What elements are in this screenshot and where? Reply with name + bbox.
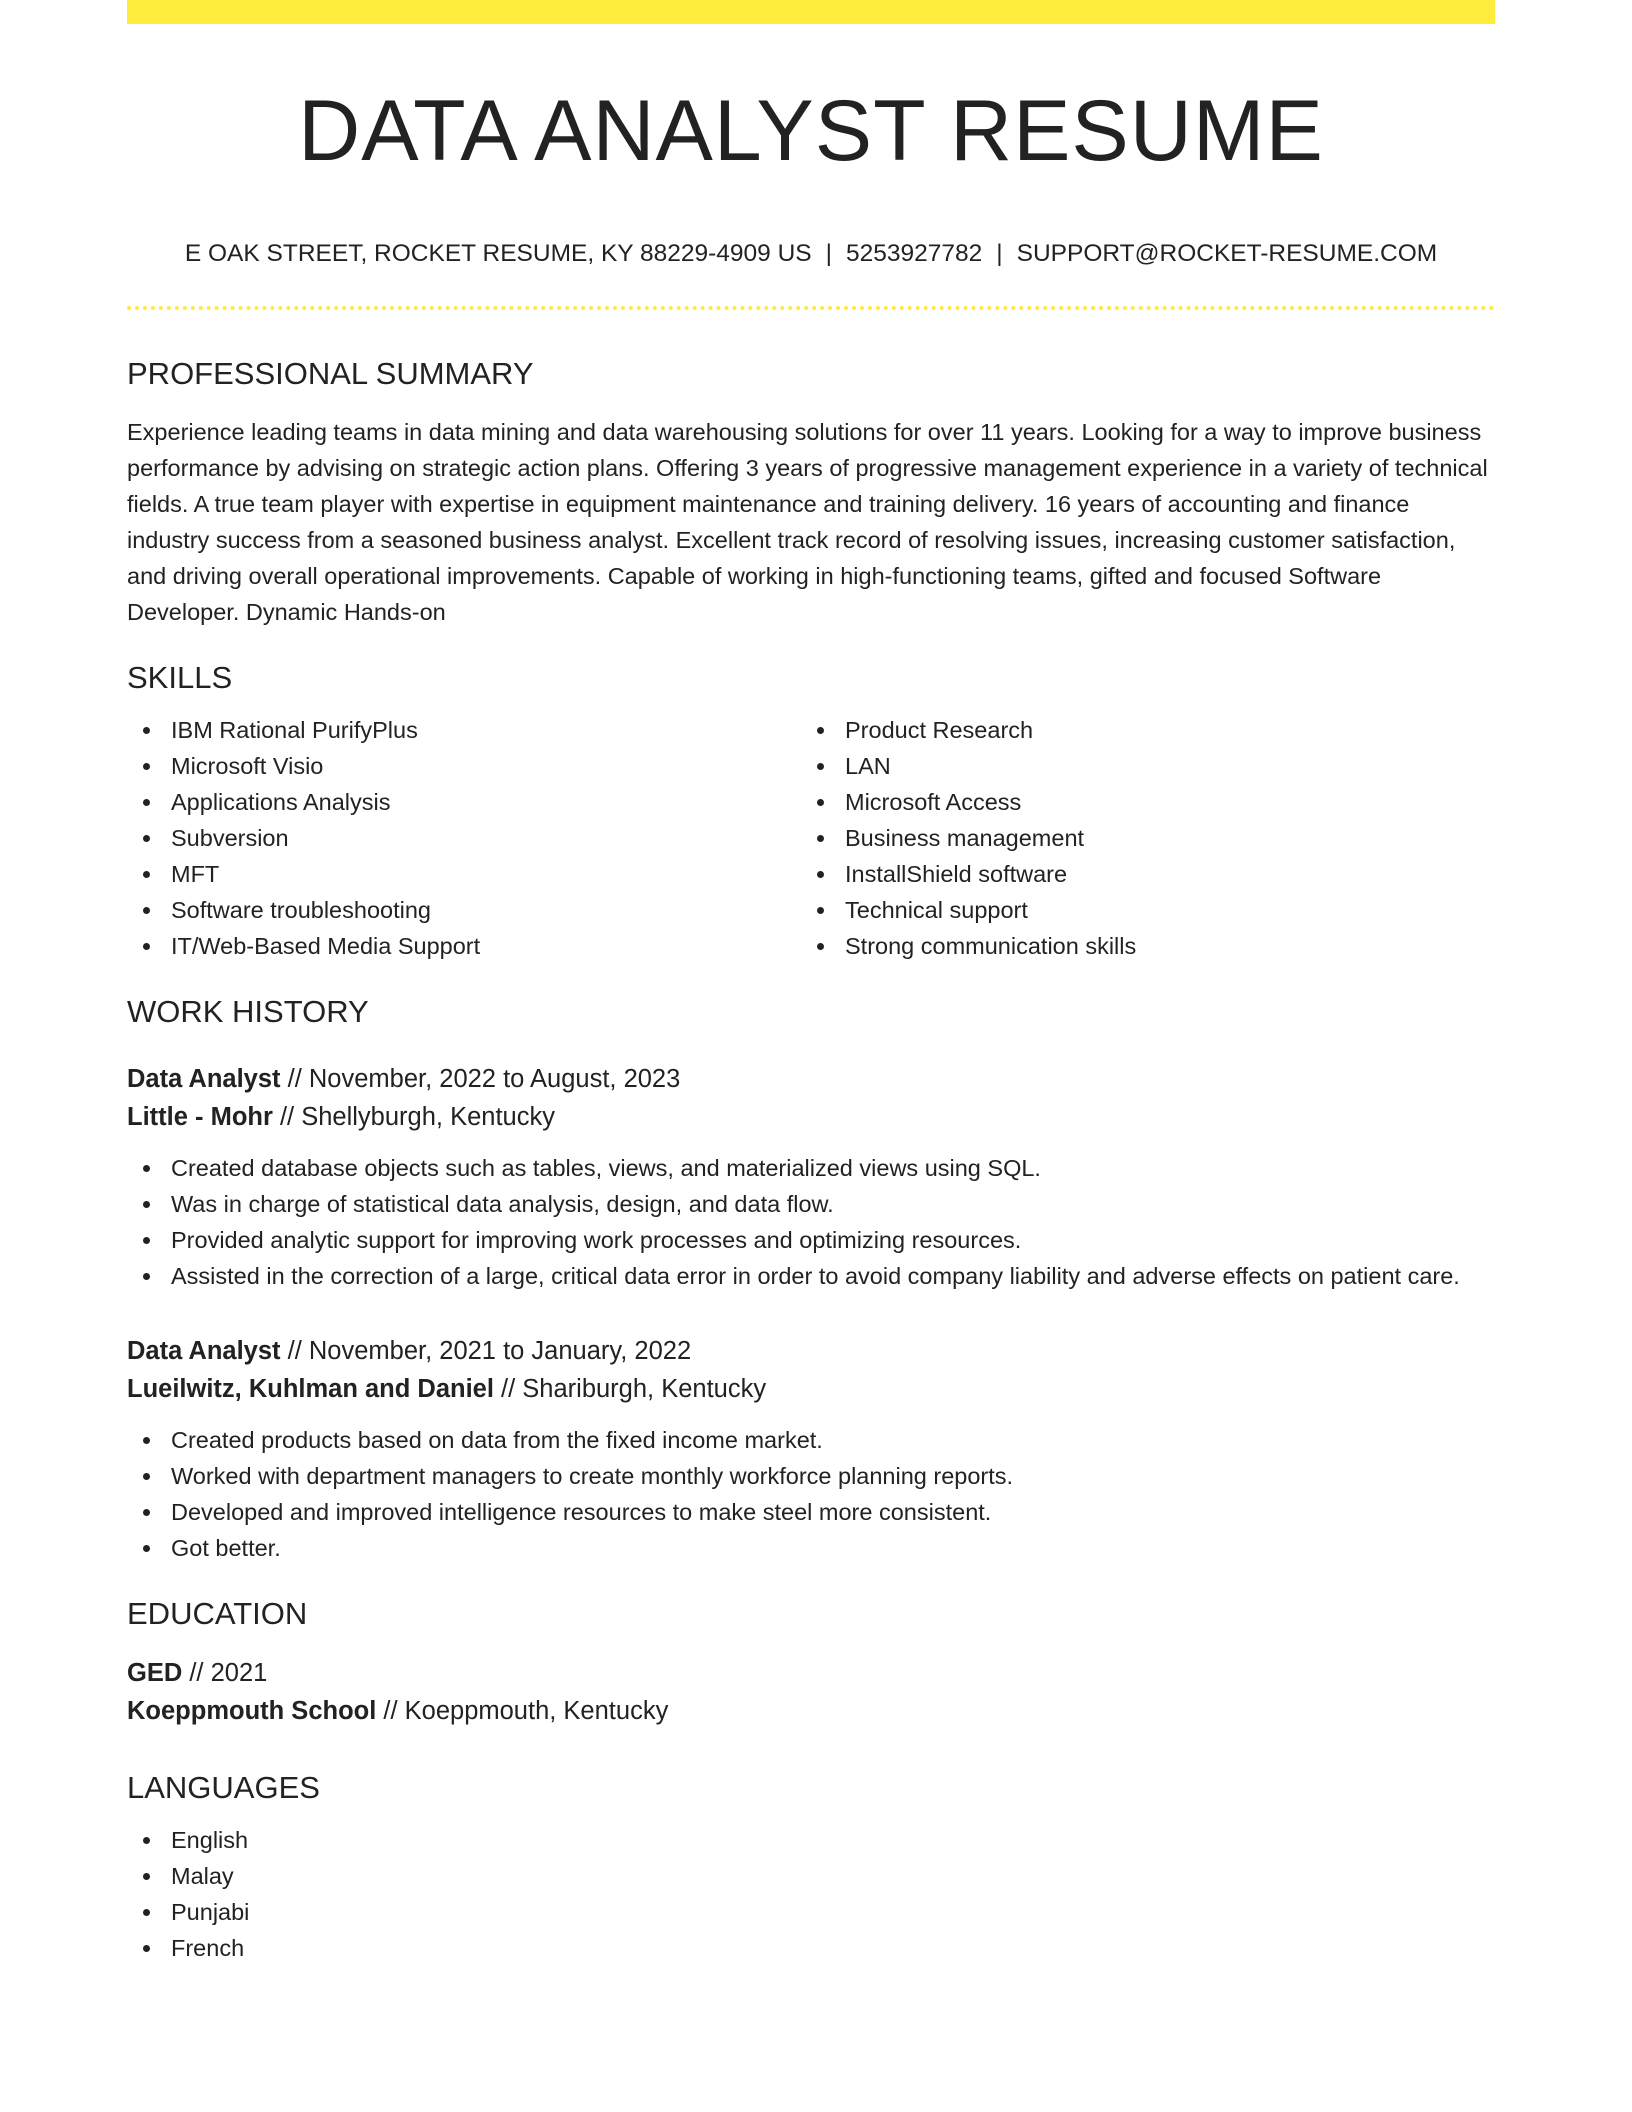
contact-address: E OAK STREET, ROCKET RESUME, KY 88229-4909 US (184, 240, 812, 268)
skills-heading: SKILLS (127, 660, 233, 696)
job-location: // Shellyburgh, Kentucky (272, 1103, 555, 1132)
language-item: Punjabi (127, 1894, 1495, 1930)
education-degree-line (127, 1654, 1495, 1692)
skills-section (127, 658, 1495, 964)
skill-item: Subversion (127, 820, 801, 856)
language-item: Malay (127, 1858, 1495, 1894)
job-duties-list (127, 1422, 1495, 1566)
contact-line (127, 238, 1495, 270)
language-item: English (127, 1822, 1495, 1858)
summary-section (127, 354, 1495, 630)
skill-item: Microsoft Access (801, 784, 1475, 820)
job-duty: Got better. (127, 1530, 1495, 1566)
job-duty: Created database objects such as tables, views, and materialized views using SQL. (127, 1150, 1495, 1186)
education-degree: GED (127, 1659, 183, 1688)
job-title-line (127, 1332, 1495, 1370)
education-section (127, 1594, 1495, 1730)
contact-phone: 5253927782 (846, 240, 983, 268)
contact-separator: | (825, 240, 832, 268)
contact-separator: | (996, 240, 1003, 268)
skills-list-right (801, 712, 1475, 964)
job-duties-list (127, 1150, 1495, 1294)
resume-page (127, 0, 1495, 1966)
skill-item: Business management (801, 820, 1475, 856)
job-company-line (127, 1370, 1495, 1408)
work-history-heading: WORK HISTORY (127, 994, 369, 1030)
job-title: Data Analyst (127, 1337, 281, 1366)
skill-item: IBM Rational PurifyPlus (127, 712, 801, 748)
job-company: Little - Mohr (127, 1103, 273, 1132)
summary-heading: PROFESSIONAL SUMMARY (127, 356, 534, 392)
skill-item: LAN (801, 748, 1475, 784)
skill-item: MFT (127, 856, 801, 892)
dotted-divider (127, 306, 1495, 310)
education-entry (127, 1654, 1495, 1730)
job-duty: Assisted in the correction of a large, critical data error in order to avoid company liability and adverse effects on patient care. (127, 1258, 1495, 1294)
job-company-line (127, 1098, 1495, 1136)
skill-item: Software troubleshooting (127, 892, 801, 928)
resume-title: DATA ANALYST RESUME (298, 83, 1324, 179)
job-company: Lueilwitz, Kuhlman and Daniel (127, 1375, 494, 1404)
skill-item: Technical support (801, 892, 1475, 928)
contact-email: SUPPORT@ROCKET-RESUME.COM (1016, 240, 1438, 268)
skill-item: Product Research (801, 712, 1475, 748)
education-location: // Koeppmouth, Kentucky (376, 1697, 669, 1726)
languages-heading: LANGUAGES (127, 1770, 320, 1806)
skill-item: InstallShield software (801, 856, 1475, 892)
job-duty: Was in charge of statistical data analysis, design, and data flow. (127, 1186, 1495, 1222)
skill-item: Applications Analysis (127, 784, 801, 820)
language-item: French (127, 1930, 1495, 1966)
skill-item: Strong communication skills (801, 928, 1475, 964)
skill-item: Microsoft Visio (127, 748, 801, 784)
job-duty: Worked with department managers to create monthly workforce planning reports. (127, 1458, 1495, 1494)
job-duty: Provided analytic support for improving work processes and optimizing resources. (127, 1222, 1495, 1258)
skills-columns (127, 712, 1495, 964)
job-entry (127, 1060, 1495, 1294)
work-history-section (127, 992, 1495, 1566)
languages-list (127, 1822, 1495, 1966)
education-year: // 2021 (182, 1659, 268, 1688)
education-school-line (127, 1692, 1495, 1730)
summary-text: Experience leading teams in data mining and data warehousing solutions for over 11 years. Looking for a way to improve business performance by advising on strategic action plans. Offering 3 years of progressive management experience in a variety of technical fields. A true team player with expertise in equipment maintenance and training delivery. 16 years of accounting and finance industry success from a seasoned business analyst. Excellent track record of resolving issues, increasing customer satisfaction, and driving overall operational improvements. Capable of working in high-functioning teams, gifted and focused Software Developer. Dynamic Hands-on (127, 419, 1488, 626)
languages-section (127, 1768, 1495, 1966)
job-duty: Created products based on data from the fixed income market. (127, 1422, 1495, 1458)
job-dates: // November, 2021 to January, 2022 (280, 1337, 692, 1366)
skills-list-left (127, 712, 801, 964)
job-entry (127, 1332, 1495, 1566)
education-heading: EDUCATION (127, 1596, 308, 1632)
job-location: // Shariburgh, Kentucky (493, 1375, 767, 1404)
job-title: Data Analyst (127, 1065, 281, 1094)
job-dates: // November, 2022 to August, 2023 (280, 1065, 681, 1094)
accent-top-bar (127, 0, 1495, 24)
job-title-line (127, 1060, 1495, 1098)
education-school: Koeppmouth School (127, 1697, 377, 1726)
job-duty: Developed and improved intelligence resources to make steel more consistent. (127, 1494, 1495, 1530)
skill-item: IT/Web-Based Media Support (127, 928, 801, 964)
